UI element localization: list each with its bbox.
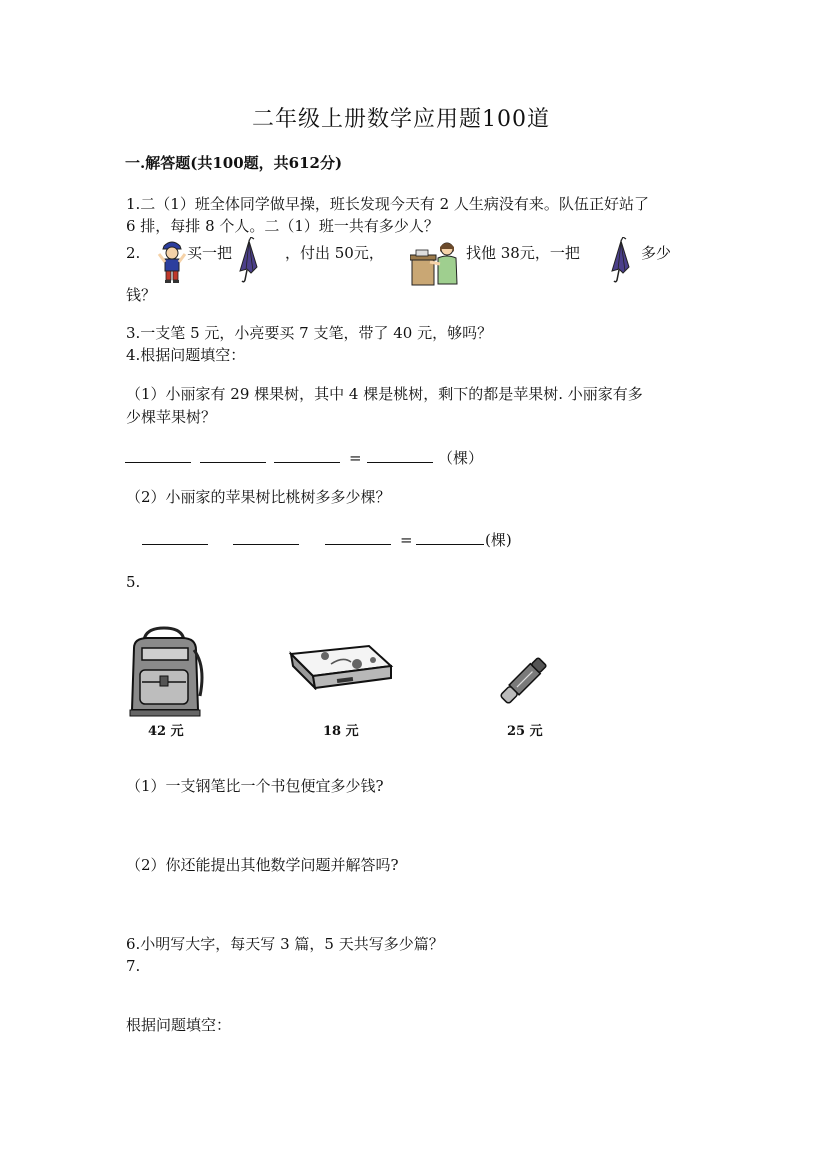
question-2-number: 2. — [126, 244, 141, 262]
question-1-line-1: 1.二（1）班全体同学做早操，班长发现今天有 2 人生病没有来。队伍正好站了 — [126, 195, 649, 213]
question-6: 6.小明写大字，每天写 3 篇，5 天共写多少篇？ — [126, 935, 444, 953]
question-4-sub-1-line-1: （1）小丽家有 29 棵果树，其中 4 棵是桃树，剩下的都是苹果树. 小丽家有多 — [126, 385, 643, 403]
backpack-icon — [124, 626, 206, 718]
question-2-text-4: 多少 — [641, 244, 672, 262]
question-1-line-2: 6 排，每排 8 个人。二（1）班一共有多少人？ — [126, 217, 439, 235]
equation-1-blank-3[interactable] — [274, 449, 340, 463]
pen-price: 25 元 — [507, 724, 543, 739]
question-5-sub-1: （1）一支钢笔比一个书包便宜多少钱? — [126, 777, 384, 795]
equation-1-equals: = — [349, 449, 362, 467]
pen-icon — [494, 650, 554, 710]
question-2-text-2: ，付出 50元， — [285, 244, 384, 262]
backpack-price: 42 元 — [148, 724, 184, 739]
child-icon — [157, 238, 187, 284]
question-2-text-5: 钱？ — [126, 286, 157, 304]
equation-2-blank-3[interactable] — [325, 531, 391, 545]
pencil-case-icon — [283, 642, 395, 690]
equation-1-blank-1[interactable] — [125, 449, 191, 463]
equation-2-blank-1[interactable] — [142, 531, 208, 545]
equation-2-unit: (棵) — [485, 531, 512, 549]
equation-1-blank-2[interactable] — [200, 449, 266, 463]
question-7-number: 7. — [126, 957, 141, 975]
question-5-number: 5. — [126, 573, 141, 591]
pencil-case-price: 18 元 — [323, 724, 359, 739]
question-4-heading: 4.根据问题填空： — [126, 346, 246, 364]
equation-2-answer-blank[interactable] — [416, 531, 484, 545]
equation-2-equals: = — [400, 531, 413, 549]
equation-1-unit: （棵） — [438, 449, 484, 467]
question-7-text: 根据问题填空： — [126, 1016, 232, 1034]
question-5-sub-2: （2）你还能提出其他数学问题并解答吗? — [126, 856, 399, 874]
page-title: 二年级上册数学应用题100道 — [252, 107, 550, 132]
question-2-text-1: 买一把 — [187, 244, 233, 262]
cashier-icon — [410, 240, 460, 286]
equation-1-answer-blank[interactable] — [367, 449, 433, 463]
question-3: 3.一支笔 5 元，小亮要买 7 支笔，带了 40 元，够吗？ — [126, 324, 493, 342]
question-4-sub-2: （2）小丽家的苹果树比桃树多多少棵？ — [126, 488, 391, 506]
question-2-text-3: 找他 38元，一把 — [466, 244, 580, 262]
question-4-sub-1-line-2: 少棵苹果树？ — [126, 408, 217, 426]
umbrella-icon — [235, 237, 263, 283]
equation-2-blank-2[interactable] — [233, 531, 299, 545]
umbrella-icon — [607, 237, 635, 283]
section-heading: 一.解答题(共100题，共612分) — [125, 154, 343, 172]
